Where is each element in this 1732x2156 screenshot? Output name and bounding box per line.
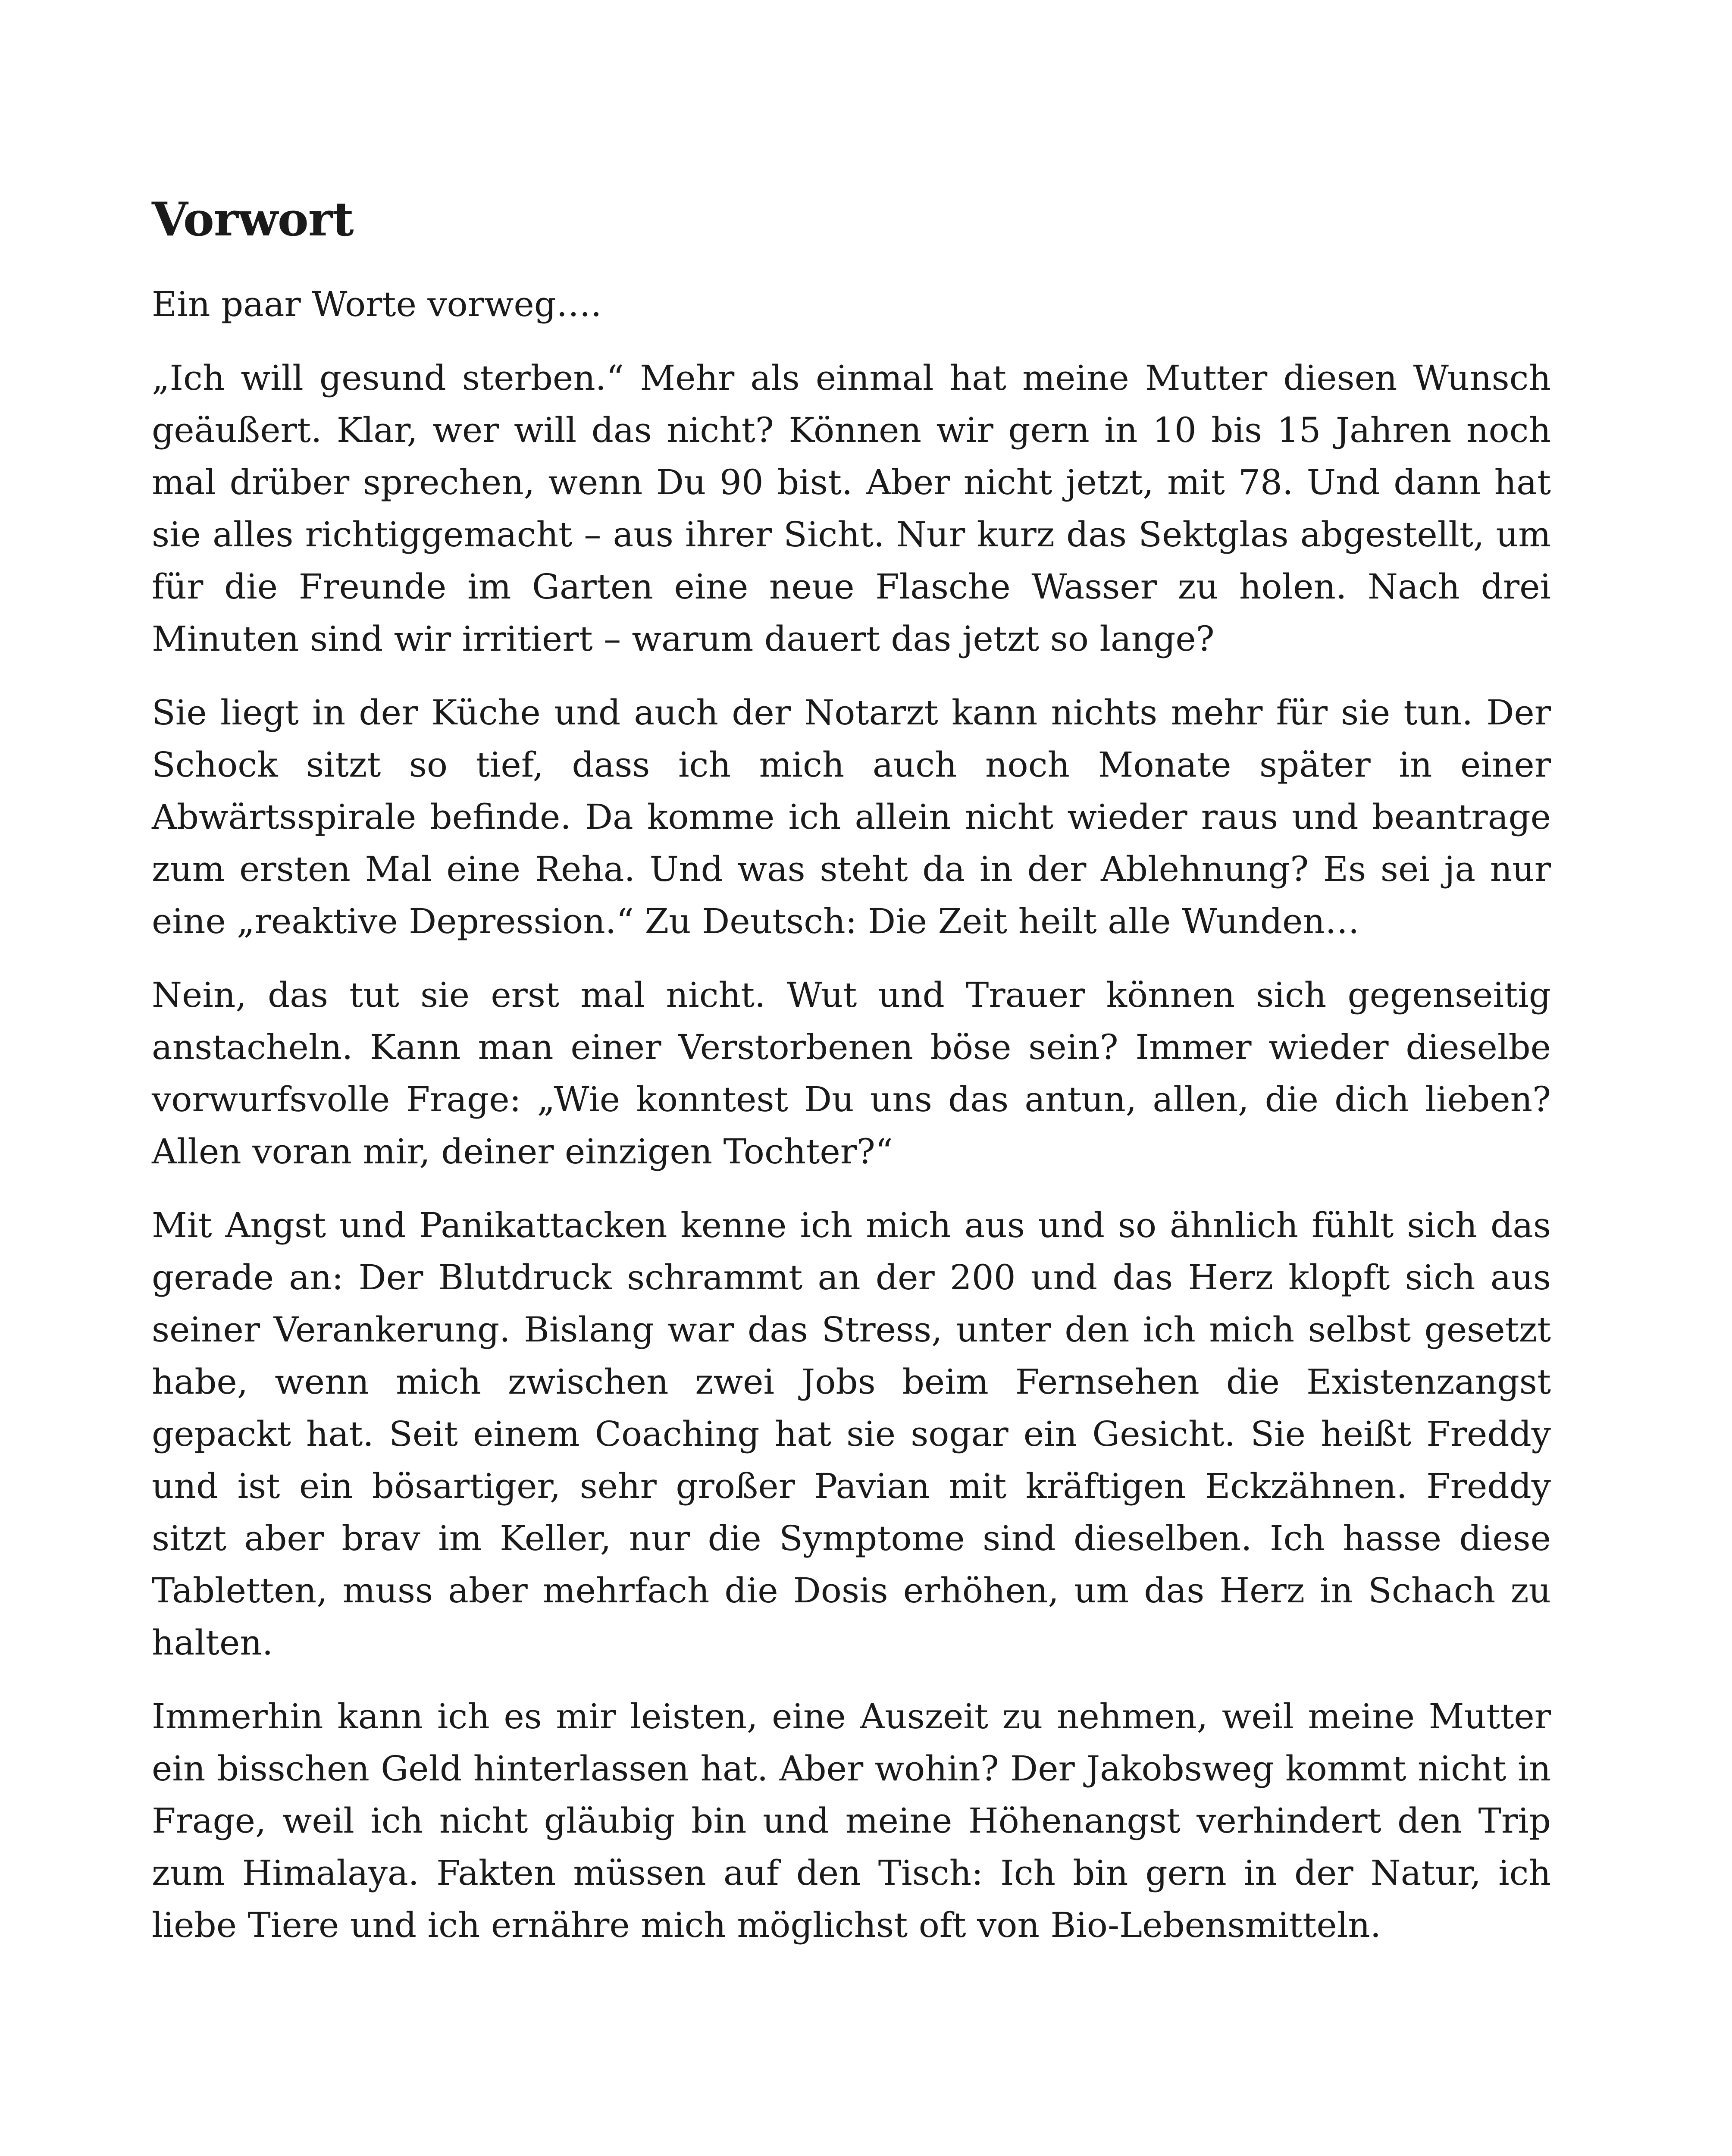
intro-line: Ein paar Worte vorweg…. — [152, 284, 602, 324]
body-paragraph-2: Sie liegt in der Küche und auch der Notarzt kann nichts mehr für sie tun. Der Schock sitzt so tief, dass ich mich auch noch Monate später in einer Abwärtsspirale befinde. Da komme ich allein nicht wieder raus und beantrage zum ersten Mal eine Reha. Und was steht da in der Ablehnung? Es sei ja nur eine „reaktive Depression.“ Zu Deutsch: Die Zeit heilt alle Wunden… — [152, 692, 1551, 941]
page-content — [152, 192, 1551, 1973]
body-paragraph-1: „Ich will gesund sterben.“ Mehr als einmal hat meine Mutter diesen Wunsch geäußert. Klar, wer will das nicht? Können wir gern in 10 bis 15 Jahren noch mal drüber sprechen, wenn Du 90 bist. Aber nicht jetzt, mit 78. Und dann hat sie alles richtiggemacht – aus ihrer Sicht. Nur kurz das Sektglas abgestellt, um für die Freunde im Garten eine neue Flasche Wasser zu holen. Nach drei Minuten sind wir irritiert – warum dauert das jetzt so lange? — [152, 357, 1551, 659]
page-title: Vorwort — [152, 192, 354, 247]
body-paragraph-3: Nein, das tut sie erst mal nicht. Wut und Trauer können sich gegenseitig anstacheln. Kann man einer Verstorbenen böse sein? Immer wieder dieselbe vorwurfsvolle Frage: „Wie konntest Du uns das antun, allen, die dich lieben? Allen voran mir, deiner einzigen Tochter?“ — [152, 975, 1551, 1172]
body-paragraph-4: Mit Angst und Panikattacken kenne ich mich aus und so ähnlich fühlt sich das gerade an: Der Blutdruck schrammt an der 200 und das Herz klopft sich aus seiner Verankerung. Bislang war das Stress, unter den ich mich selbst gesetzt habe, wenn mich zwischen zwei Jobs beim Fernsehen die Existenzangst gepackt hat. Seit einem Coaching hat sie sogar ein Gesicht. Sie heißt Freddy und ist ein bösartiger, sehr großer Pavian mit kräftigen Eckzähnen. Freddy sitzt aber brav im Keller, nur die Symptome sind dieselben. Ich hasse diese Tabletten, muss aber mehrfach die Dosis erhöhen, um das Herz in Schach zu halten. — [152, 1205, 1551, 1663]
body-paragraph-5: Immerhin kann ich es mir leisten, eine Auszeit zu nehmen, weil meine Mutter ein bisschen Geld hinterlassen hat. Aber wohin? Der Jakobsweg kommt nicht in Frage, weil ich nicht gläubig bin und meine Höhenangst verhindert den Trip zum Himalaya. Fakten müssen auf den Tisch: Ich bin gern in der Natur, ich liebe Tiere und ich ernähre mich möglichst oft von Bio-Lebensmitteln. — [152, 1696, 1551, 1945]
